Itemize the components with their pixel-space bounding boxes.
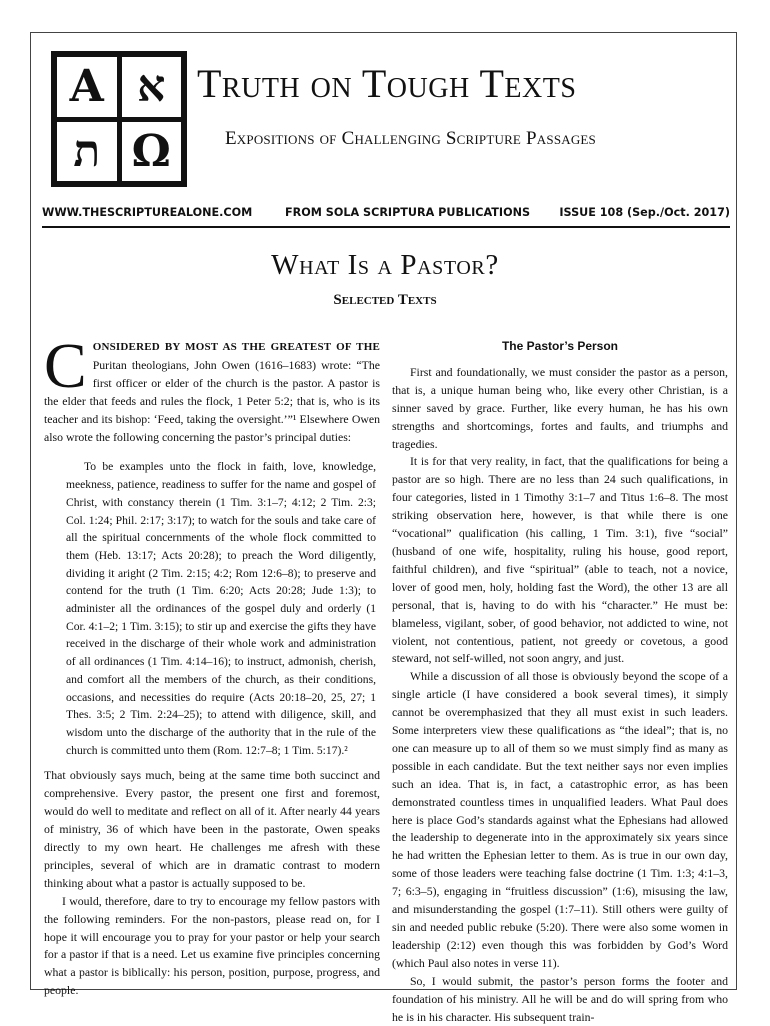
- section-heading: The Pastor’s Person: [501, 339, 619, 353]
- website-link[interactable]: WWW.THESCRIPTUREALONE.COM: [42, 206, 253, 219]
- lead-caps: ONSIDERED BY MOST AS THE GREATEST OF THE: [92, 341, 380, 353]
- article-subtitle: Selected Texts: [333, 292, 437, 308]
- right-column: [392, 338, 728, 1026]
- body-paragraph: It is for that very reality, in fact, that the qualifications for being a pastor are so high. There are no less than 24 such qualifications, in four categories, listed in 1 Timothy 3:1–7 and Titus 1:6–8. The most striking observation here, however, is that while there is one “vocational” qualification (his calling, 1 Tim. 3:1), five “social” (husband of one wife, hospitality, ruling his house, good report, faithful children), and five “spiritual” (able to teach, not a novice, lover of good men, holy, holding fast the Word), the other 13 are all personal, that is, having to do with his “character.” He must be: blameless, vigilant, sober, of good behavior, not addicted to wine, not violent, not contentious, patient, not greedy or covetous, a good steward, not self-willed, not soon angry, and just.: [392, 454, 728, 666]
- logo-letter-aleph: א: [122, 57, 182, 117]
- logo-letter-alpha: A: [57, 57, 117, 117]
- article-title: What Is a Pastor?: [271, 249, 499, 281]
- body-paragraph: That obviously says much, being at the same time both succinct and comprehensive. Every pastor, the present one first and foremost, would do well to meditate and reflect on all of it. After nearly 44 years of ministry, 36 of which have been in the pastorate, Owen speaks directly to my own heart. He challenges me afresh with these principles, several of which are in dramatic contrast to modern thinking about what a pastor is actually supposed to be.: [44, 768, 380, 890]
- drop-cap: C: [44, 330, 87, 401]
- intro-paragraph: [44, 330, 380, 446]
- publisher-label: FROM SOLA SCRIPTURA PUBLICATIONS: [285, 206, 530, 219]
- logo: [51, 51, 187, 187]
- issue-label: ISSUE 108 (Sep./Oct. 2017): [559, 206, 730, 219]
- intro-text: Puritan theologians, John Owen (1616–1683) wrote: “The first officer or elder of the church is the pastor. A pastor is the elder that feeds and rules the flock, 1 Peter 5:2; that is, who is its teacher and its bishop: ‘Feed, taking the oversight.’”¹ Elsewhere Owen also wrote the following concerning the pastor’s principal duties:: [44, 357, 380, 444]
- block-quote: To be examples unto the flock in faith, love, knowledge, meekness, patience, readiness to suffer for the name and gospel of Christ, with constancy therein (1 Tim. 3:1–7; 4:12; 2 Tim. 2:3; Col. 1:24; Phil. 2:17; 3:17); to watch for the souls and take care of all the spiritual concernments of the whole flock committed to them (Heb. 13:17; Acts 20:28); to preach the Word diligently, dividing it aright (2 Tim. 2:15; 4:2; Rom 12:6–8); to preserve and contend for the truth (1 Tim. 6:20; Acts 20:28; Jude 1:3); to administer all the ordinances of the gospel duly and orderly (1 Cor. 4:1–2; 1 Tim. 3:15); to stir up and exercise the gifts they have received in the discharge of their whole work and administration of all ordinances (1 Tim. 4:14–16); to instruct, admonish, cherish, and comfort all the members of the church, as their conditions, occasions, and necessities do require (Acts 20:18–20, 25, 27; 1 Thes. 3:5; 2 Tim. 2:24–25); to attend with diligence, skill, and wisdom unto the discharge of the authority that in the rule of the church is committed unto them (Rom. 12:7–8; 1 Tim. 5:17).²: [66, 460, 376, 757]
- newsletter-title: Truth on Tough Texts: [197, 61, 577, 106]
- body-paragraph: First and foundationally, we must consider the pastor as a person, that is, a unique human being who, like every other Christian, is a sinner saved by grace. Further, like every human, he has his own strengths and shortcomings, fortes and faults, and triumphs and tragedies.: [392, 364, 728, 451]
- body-paragraph: I would, therefore, dare to try to encourage my fellow pastors with the following reminders. For the non-pastors, please read on, for I hope it will encourage you to pray for your pastor or help your search for a pastor if that is a need. Let us examine five principles concerning what a pastor is biblically: his person, position, purpose, progress, and people.: [44, 893, 380, 998]
- logo-letter-omega: Ω: [122, 122, 182, 182]
- newsletter-subtitle: Expositions of Challenging Scripture Passages: [225, 128, 596, 149]
- body-paragraph: So, I would submit, the pastor’s person forms the footer and foundation of his ministry. All he will be and do will spring from who he is in his character. His subsequent train-: [392, 973, 728, 1024]
- body-paragraph: While a discussion of all those is obviously beyond the scope of a single article (I have considered a book several times), it simply cannot be overemphasized that they all must exist in such leaders. Some interpreters view these qualifications as “the ideal”; that is, no one can measure up to all of them so we must simply find as many as possible in each candidate. But the text neither says nor even implies such an idea. That is, in fact, a catastrophic error, as has been demonstrated countless times in unqualified leaders. What Paul does here is place God’s standards against what the Ephesians had allowed the leadership to degenerate into in the approximately six years since he had written the Ephesian letter to them. As is true in our own day, some of those leaders were teaching false doctrine (1 Tim. 1:3; 4:1–3, 7; 6:3–5), engaging in “fruitless discussion” (1:6), misusing the law, and misunderstanding the gospel (1:7–11). Still others were guilty of sin and needed public rebuke (5:20). There were also some women in leadership (2:12) even though this was forbidden by God’s Word (which Paul also notes in verse 11).: [392, 669, 728, 970]
- left-column: [44, 330, 380, 1000]
- logo-letter-tav: ת: [57, 122, 117, 182]
- header-rule: [42, 226, 730, 228]
